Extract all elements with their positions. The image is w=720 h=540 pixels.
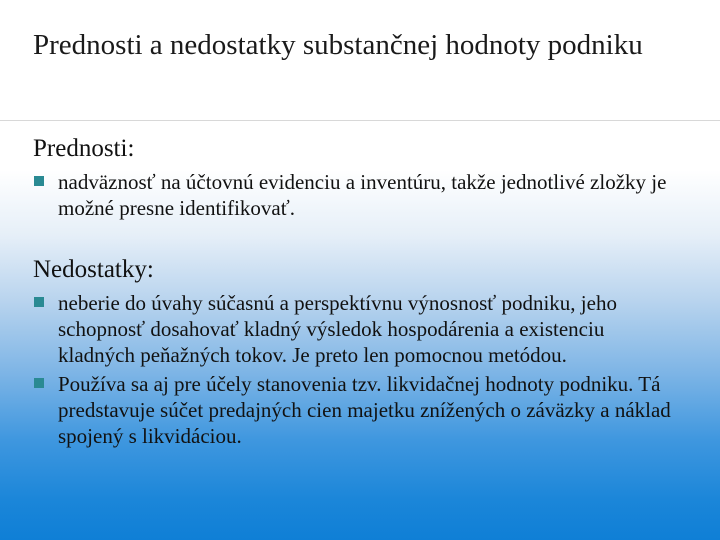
list-item-text: Používa sa aj pre účely stanovenia tzv. likvidačnej hodnoty podniku. Tá predstavuje súčet predajných cien majetku znížených o záväzky a náklad spojený s likvidáciou. xyxy=(58,372,671,448)
advantages-heading: Prednosti: xyxy=(33,135,135,162)
list-item-text: neberie do úvahy súčasnú a perspektívnu výnosnosť podniku, jeho schopnosť dosahovať kladný výsledok hospodárenia a existenciu kladných peňažných tokov. Je preto len pomocnou metódou. xyxy=(58,291,617,367)
list-item-text: nadväznosť na účtovnú evidenciu a inventúru, takže jednotlivé zložky je možné presne identifikovať. xyxy=(58,170,667,220)
square-bullet-icon xyxy=(34,176,44,186)
disadvantages-list xyxy=(33,290,683,452)
disadvantages-heading: Nedostatky: xyxy=(33,256,154,283)
slide-title: Prednosti a nedostatky substančnej hodnoty podniku xyxy=(33,29,643,61)
list-item xyxy=(33,169,683,221)
square-bullet-icon xyxy=(34,378,44,388)
list-item xyxy=(33,371,683,449)
square-bullet-icon xyxy=(34,297,44,307)
advantages-list xyxy=(33,169,683,224)
title-divider xyxy=(0,120,720,121)
list-item xyxy=(33,290,683,368)
